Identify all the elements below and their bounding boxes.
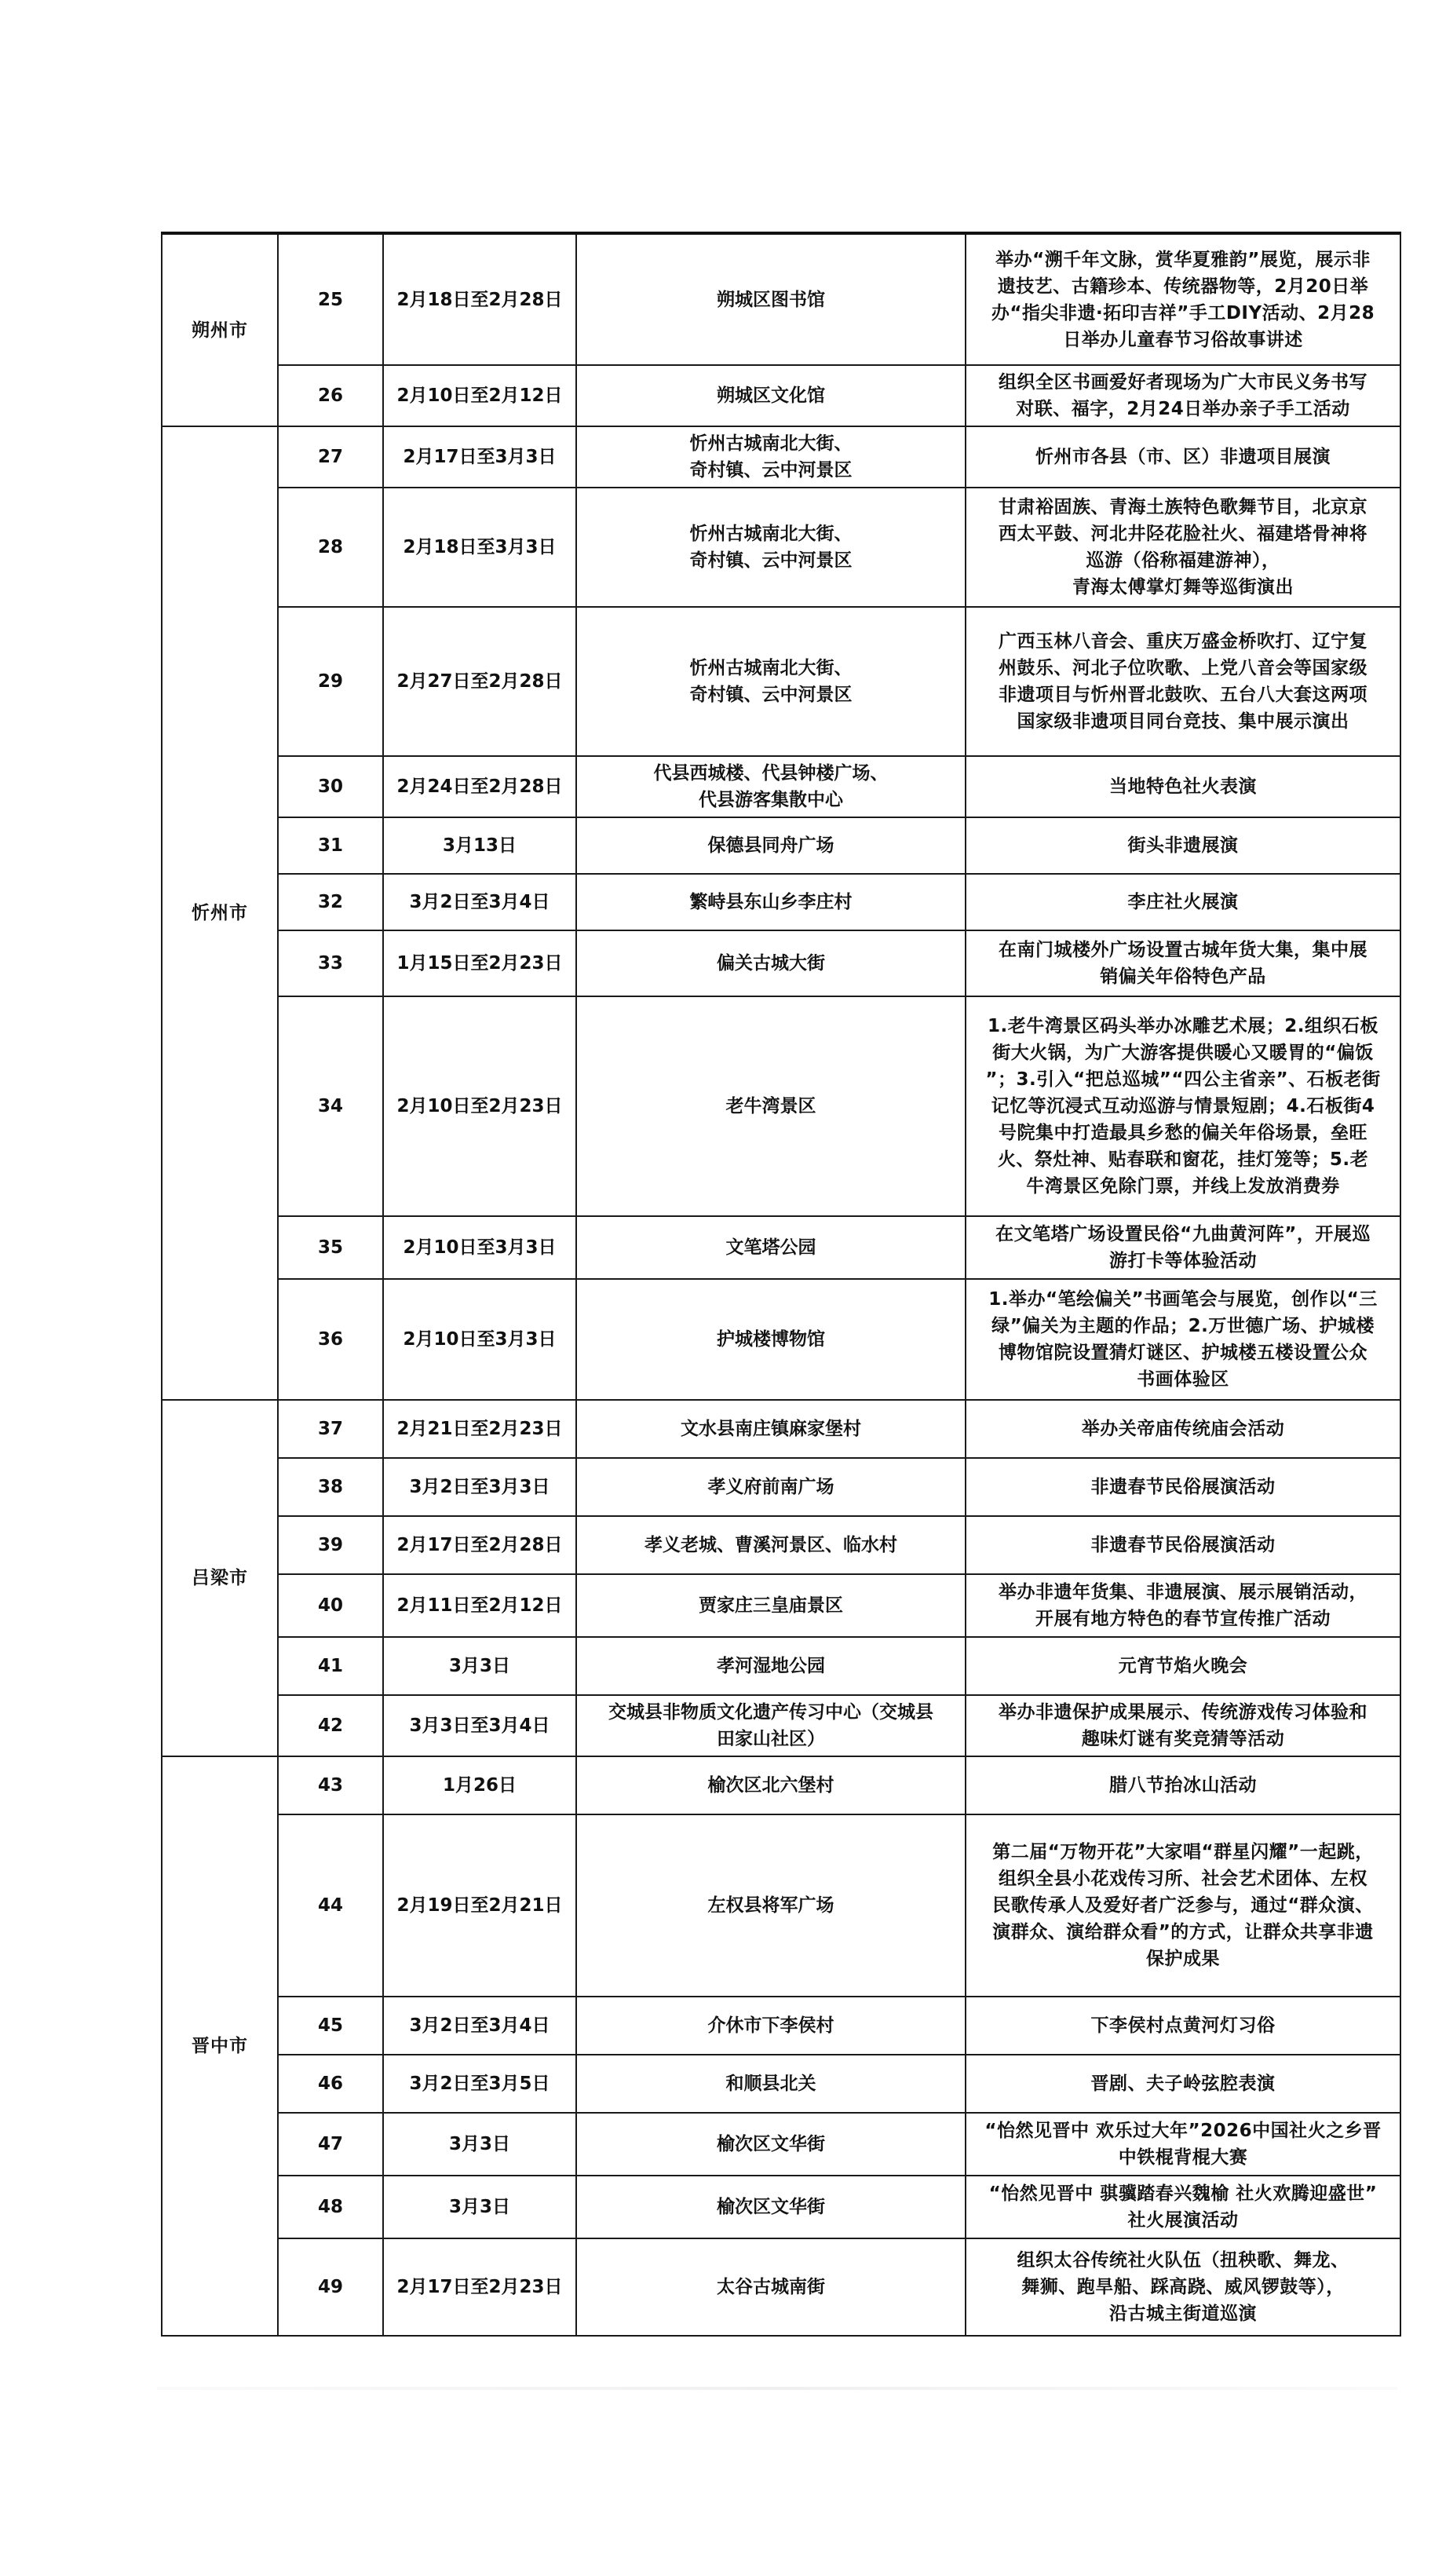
activity-line: ”；3.引入“把总巡城”“四公主省亲”、石板老街 [985,1069,1381,1090]
activity-line: 演群众、演给群众看”的方式，让群众共享非遗 [992,1922,1374,1942]
location-line: 太谷古城南街 [717,2277,825,2297]
location-cell [576,1458,966,1516]
date-cell: 1月15日至2月23日 [383,930,576,996]
location-line: 忻州古城南北大街、 [689,658,853,678]
activity-line: 趣味灯谜有奖竞猜等活动 [1081,1729,1285,1749]
activity-cell [966,817,1400,874]
table-row [162,2176,1400,2238]
table-row [162,996,1400,1216]
activity-line: 举办关帝庙传统庙会活动 [1081,1419,1285,1439]
activity-cell [966,1756,1400,1814]
activity-line: 博物馆院设置猜灯谜区、护城楼五楼设置公众 [999,1343,1367,1363]
index-cell: 41 [278,1637,383,1695]
date-cell: 3月3日至3月4日 [383,1695,576,1756]
activity-line: 晋剧、夫子岭弦腔表演 [1090,2074,1276,2094]
location-line: 田家山社区） [717,1729,825,1749]
date-cell: 3月13日 [383,817,576,874]
location-cell [576,1574,966,1637]
activity-line: 保护成果 [1146,1949,1220,1969]
date-cell: 2月24日至2月28日 [383,756,576,817]
activity-line: 记忆等沉浸式互动巡游与情景短剧；4.石板街4 [991,1096,1375,1116]
location-line: 偏关古城大街 [717,953,825,974]
activity-cell [966,233,1400,365]
table-row [162,930,1400,996]
activity-cell [966,930,1400,996]
index-cell: 44 [278,1814,383,1997]
location-line: 孝义老城、曹溪河景区、临水村 [644,1535,897,1555]
activity-cell [966,1458,1400,1516]
activity-line: 牛湾景区免除门票，并线上发放消费券 [1026,1176,1340,1197]
index-cell: 27 [278,426,383,488]
city-cell: 吕梁市 [162,1400,278,1756]
table-row [162,1279,1400,1400]
location-cell [576,1516,966,1574]
date-cell: 3月2日至3月4日 [383,874,576,930]
table-row [162,1695,1400,1756]
activity-line: 开展有地方特色的春节宣传推广活动 [1035,1609,1331,1629]
date-cell: 2月17日至3月3日 [383,426,576,488]
date-cell: 2月10日至2月12日 [383,365,576,426]
activity-line: 社火展演活动 [1127,2210,1239,2231]
activity-cell [966,365,1400,426]
activity-line: 书画体验区 [1137,1369,1229,1390]
table-row [162,426,1400,488]
location-line: 左权县将军广场 [707,1895,834,1916]
activity-line: 沿古城主街道巡演 [1109,2304,1257,2324]
index-cell: 48 [278,2176,383,2238]
activity-cell [966,1997,1400,2055]
activity-line: 火、祭灶神、贴春联和窗花，挂灯笼等；5.老 [997,1149,1369,1170]
date-cell: 3月3日 [383,2113,576,2176]
table-row [162,1574,1400,1637]
activity-cell [966,1574,1400,1637]
index-cell: 29 [278,607,383,756]
activity-cell [966,2055,1400,2113]
activity-line: 1.老牛湾景区码头举办冰雕艺术展；2.组织石板 [988,1016,1378,1036]
activity-cell [966,874,1400,930]
index-cell: 49 [278,2238,383,2336]
location-cell [576,817,966,874]
location-cell [576,2055,966,2113]
location-cell [576,1637,966,1695]
activity-line: 非遗项目与忻州晋北鼓吹、五台八大套这两项 [999,685,1367,705]
index-cell: 46 [278,2055,383,2113]
activity-line: 元宵节焰火晚会 [1118,1656,1248,1676]
table-row [162,1814,1400,1997]
location-line: 孝义府前南广场 [707,1477,834,1497]
table-row [162,1216,1400,1279]
activity-line: 舞狮、跑旱船、踩高跷、威风锣鼓等）， [1021,2277,1345,2297]
activity-line: 中铁棍背棍大赛 [1118,2147,1248,2168]
table-row [162,2113,1400,2176]
date-cell: 3月2日至3月5日 [383,2055,576,2113]
location-cell [576,996,966,1216]
activity-line: 举办“溯千年文脉，赏华夏雅韵”展览，展示非 [995,249,1371,270]
location-cell [576,1279,966,1400]
date-cell: 2月19日至2月21日 [383,1814,576,1997]
index-cell: 33 [278,930,383,996]
activity-line: 举办非遗保护成果展示、传统游戏传习体验和 [999,1702,1367,1723]
activity-line: 西太平鼓、河北井陉花脸社火、福建塔骨神将 [999,524,1367,544]
activity-cell [966,756,1400,817]
activity-line: 销偏关年俗特色产品 [1100,966,1266,987]
location-cell [576,2176,966,2238]
activity-line: 当地特色社火表演 [1109,776,1257,797]
activity-line: 甘肃裕固族、青海土族特色歌舞节目，北京京 [999,497,1367,517]
activity-line: “怡然见晋中 骐骥踏春兴魏榆 社火欢腾迎盛世” [988,2183,1378,2204]
location-cell [576,488,966,607]
location-cell [576,2238,966,2336]
activity-cell [966,2113,1400,2176]
activity-line: 举办非遗年货集、非遗展演、展示展销活动， [999,1582,1367,1602]
table-row [162,874,1400,930]
activity-line: 国家级非遗项目同台竞技、集中展示演出 [1017,711,1349,732]
activity-line: 忻州市各县（市、区）非遗项目展演 [1035,447,1331,467]
activity-line: 1.举办“笔绘偏关”书画笔会与展览，创作以“三 [988,1289,1378,1310]
location-line: 孝河湿地公园 [717,1656,825,1676]
activity-line: 办“指尖非遗·拓印吉祥”手工DIY活动、2月28 [991,302,1375,323]
index-cell: 26 [278,365,383,426]
activity-line: 广西玉林八音会、重庆万盛金桥吹打、辽宁复 [999,631,1367,652]
date-cell: 2月17日至2月28日 [383,1516,576,1574]
activity-line: 日举办儿童春节习俗故事讲述 [1063,329,1303,350]
date-cell: 1月26日 [383,1756,576,1814]
index-cell: 43 [278,1756,383,1814]
activity-line: 青海太傅掌灯舞等巡街演出 [1072,577,1294,597]
index-cell: 32 [278,874,383,930]
activity-line: 州鼓乐、河北子位吹歌、上党八音会等国家级 [999,658,1367,678]
table-row [162,607,1400,756]
location-line: 文水县南庄镇麻家堡村 [681,1419,861,1439]
location-line: 奇村镇、云中河景区 [689,550,853,571]
index-cell: 39 [278,1516,383,1574]
table-row [162,1516,1400,1574]
events-table-page [161,232,1400,2337]
activity-cell [966,488,1400,607]
location-cell [576,426,966,488]
activity-cell [966,2176,1400,2238]
activity-cell [966,1279,1400,1400]
index-cell: 45 [278,1997,383,2055]
city-cell: 朔州市 [162,233,278,426]
activity-line: 非遗春节民俗展演活动 [1090,1477,1276,1497]
activity-cell [966,607,1400,756]
location-line: 和顺县北关 [725,2074,816,2094]
location-cell [576,233,966,365]
index-cell: 31 [278,817,383,874]
index-cell: 35 [278,1216,383,1279]
index-cell: 28 [278,488,383,607]
location-line: 保德县同舟广场 [707,835,834,856]
table-row [162,756,1400,817]
activity-line: 李庄社火展演 [1127,892,1239,912]
location-cell [576,874,966,930]
table-row [162,1458,1400,1516]
date-cell: 2月18日至2月28日 [383,233,576,365]
table-row [162,365,1400,426]
activity-cell [966,1695,1400,1756]
location-line: 朔城区图书馆 [717,289,825,310]
city-cell: 晋中市 [162,1756,278,2336]
location-line: 繁峙县东山乡李庄村 [689,892,853,912]
activity-line: 非遗春节民俗展演活动 [1090,1535,1276,1555]
events-table-body [162,233,1400,2336]
table-row [162,1400,1400,1458]
location-cell [576,930,966,996]
location-cell [576,1216,966,1279]
location-line: 护城楼博物馆 [717,1329,825,1350]
location-cell [576,365,966,426]
activity-cell [966,996,1400,1216]
date-cell: 2月21日至2月23日 [383,1400,576,1458]
activity-cell [966,2238,1400,2336]
index-cell: 47 [278,2113,383,2176]
table-row [162,2055,1400,2113]
activity-cell [966,1216,1400,1279]
index-cell: 37 [278,1400,383,1458]
activity-line: 遗技艺、古籍珍本、传统器物等，2月20日举 [997,276,1369,297]
date-cell: 2月27日至2月28日 [383,607,576,756]
activity-line: 下李侯村点黄河灯习俗 [1090,2015,1276,2036]
index-cell: 38 [278,1458,383,1516]
activity-cell [966,1637,1400,1695]
activity-line: 绿”偏关为主题的作品；2.万世德广场、护城楼 [991,1316,1375,1336]
date-cell: 3月3日 [383,1637,576,1695]
activity-line: 民歌传承人及爱好者广泛参与，通过“群众演、 [992,1895,1374,1916]
location-cell [576,1814,966,1997]
location-line: 交城县非物质文化遗产传习中心（交城县 [608,1702,933,1723]
table-row [162,2238,1400,2336]
location-line: 老牛湾景区 [725,1096,816,1116]
date-cell: 3月2日至3月4日 [383,1997,576,2055]
activity-cell [966,426,1400,488]
city-cell: 忻州市 [162,426,278,1400]
scan-shadow [157,2387,1397,2390]
location-line: 代县西城楼、代县钟楼广场、 [653,763,889,784]
location-line: 忻州古城南北大街、 [689,433,853,454]
activity-line: 第二届“万物开花”大家唱“群星闪耀”一起跳， [992,1842,1374,1862]
location-cell [576,2113,966,2176]
location-line: 介休市下李侯村 [707,2015,834,2036]
location-line: 朔城区文化馆 [717,385,825,406]
location-line: 文笔塔公园 [725,1237,816,1258]
activity-line: 组织全县小花戏传习所、社会艺术团体、左权 [999,1869,1367,1889]
table-row [162,1756,1400,1814]
table-row [162,1637,1400,1695]
location-line: 贾家庄三皇庙景区 [699,1595,843,1616]
activity-cell [966,1516,1400,1574]
events-table [161,232,1401,2337]
table-row [162,488,1400,607]
table-row [162,233,1400,365]
date-cell: 2月10日至2月23日 [383,996,576,1216]
table-row [162,817,1400,874]
activity-line: 号院集中打造最具乡愁的偏关年俗场景，垒旺 [999,1123,1367,1143]
date-cell: 2月10日至3月3日 [383,1216,576,1279]
activity-line: 巡游（俗称福建游神）， [1086,550,1280,571]
date-cell: 2月17日至2月23日 [383,2238,576,2336]
activity-line: 组织太谷传统社火队伍（扭秧歌、舞龙、 [1017,2250,1349,2271]
activity-line: 街头非遗展演 [1127,835,1239,856]
date-cell: 2月18日至3月3日 [383,488,576,607]
index-cell: 40 [278,1574,383,1637]
date-cell: 2月10日至3月3日 [383,1279,576,1400]
location-cell [576,1756,966,1814]
index-cell: 25 [278,233,383,365]
activity-line: 在南门城楼外广场设置古城年货大集，集中展 [999,940,1367,960]
location-line: 代县游客集散中心 [699,790,843,810]
table-row [162,1997,1400,2055]
location-cell [576,1997,966,2055]
date-cell: 2月11日至2月12日 [383,1574,576,1637]
activity-line: 在文笔塔广场设置民俗“九曲黄河阵”，开展巡 [995,1224,1371,1244]
date-cell: 3月2日至3月3日 [383,1458,576,1516]
activity-line: 腊八节抬冰山活动 [1109,1775,1257,1796]
location-cell [576,607,966,756]
activity-cell [966,1814,1400,1997]
location-line: 奇村镇、云中河景区 [689,460,853,480]
location-cell [576,756,966,817]
activity-cell [966,1400,1400,1458]
index-cell: 30 [278,756,383,817]
location-line: 忻州古城南北大街、 [689,524,853,544]
index-cell: 34 [278,996,383,1216]
date-cell: 3月3日 [383,2176,576,2238]
index-cell: 36 [278,1279,383,1400]
location-cell [576,1695,966,1756]
index-cell: 42 [278,1695,383,1756]
location-cell [576,1400,966,1458]
activity-line: 街大火锅，为广大游客提供暖心又暖胃的“偏饭 [992,1043,1374,1063]
location-line: 榆次区文华街 [717,2134,825,2154]
activity-line: 组织全区书画爱好者现场为广大市民义务书写 [999,372,1367,393]
activity-line: “怡然见晋中 欢乐过大年”2026中国社火之乡晋 [984,2121,1382,2141]
activity-line: 游打卡等体验活动 [1109,1251,1257,1271]
activity-line: 对联、福字，2月24日举办亲子手工活动 [1016,399,1350,419]
location-line: 榆次区文华街 [717,2197,825,2217]
location-line: 奇村镇、云中河景区 [689,685,853,705]
location-line: 榆次区北六堡村 [707,1775,834,1796]
